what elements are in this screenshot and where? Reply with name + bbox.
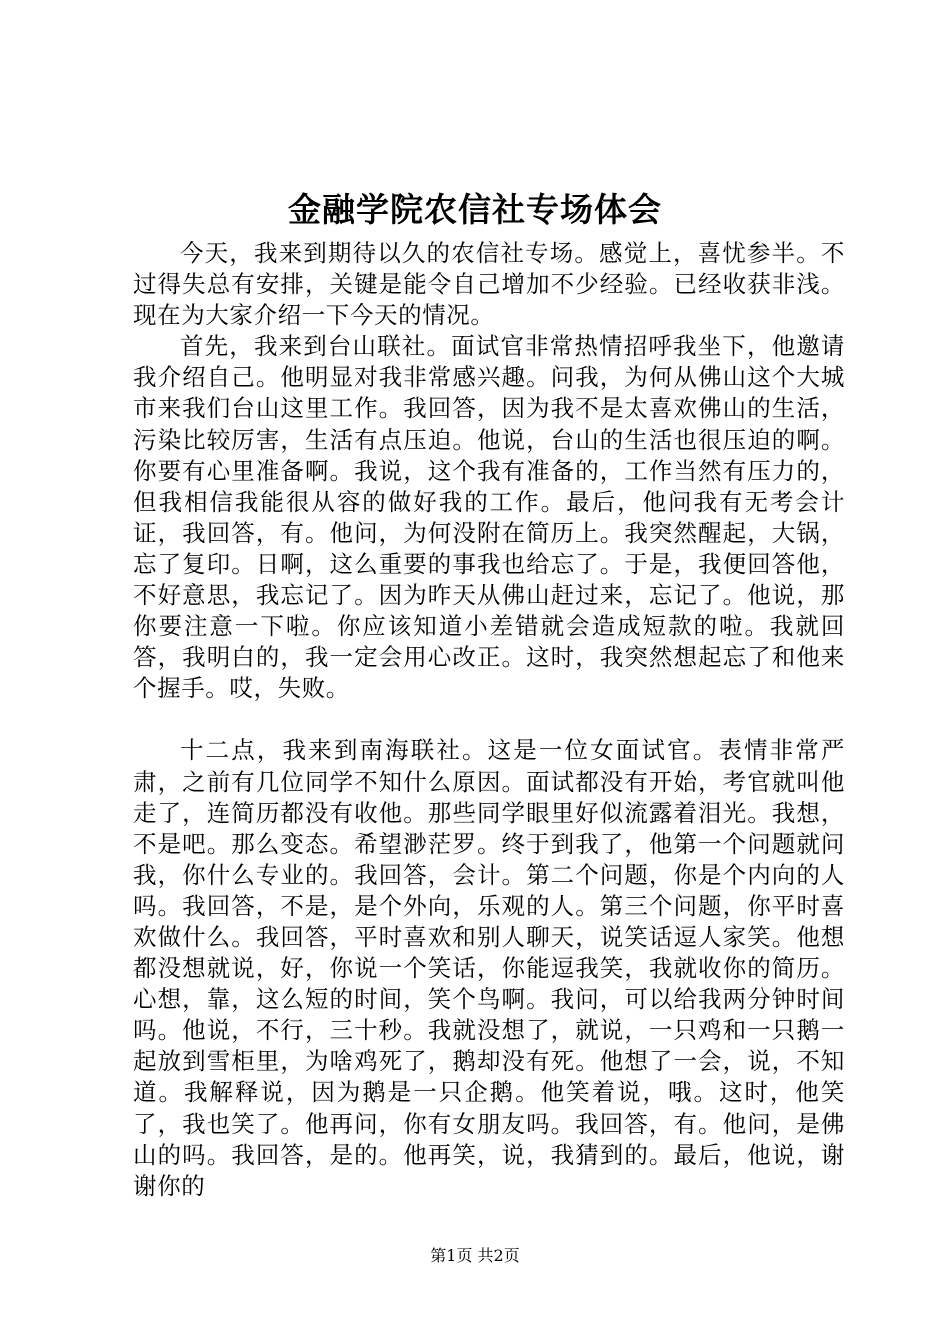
document-title: 金融学院农信社专场体会 (288, 190, 662, 229)
page-number-footer: 第1页 共2页 (430, 1246, 520, 1265)
paragraph-nanhai: 十二点，我来到南海联社。这是一位女面试官。表情非常严肃，之前有几位同学不知什么原因。面试都没有开始，考官就叫他走了，连简历都没有收他。那些同学眼里好似流露着泪光。我想，不是吧。那么变态。希望渺茫罗。终于到我了，他第一个问题就问我，你什么专业的。我回答，会计。第二个问题，你是个内向的人吗。我回答，不是，是个外向，乐观的人。第三个问题，你平时喜欢做什么。我回答，平时喜欢和别人聊天，说笑话逗人家笑。他想都没想就说，好，你说一个笑话，你能逗我笑，我就收你的简历。心想，靠，这么短的时间，笑个鸟啊。我问，可以给我两分钟时间吗。他说，不行，三十秒。我就没想了，就说，一只鸡和一只鹅一起放到雪柜里，为啥鸡死了，鹅却没有死。他想了一会，说，不知道。我解释说，因为鹅是一只企鹅。他笑着说，哦。这时，他笑了，我也笑了。他再问，你有女朋友吗。我回答，有。他问，是佛山的吗。我回答，是的。他再笑，说，我猜到的。最后，他说，谢谢你的 (133, 736, 845, 1200)
paragraph-intro: 今天，我来到期待以久的农信社专场。感觉上，喜忧参半。不过得失总有安排，关键是能令自己增加不少经验。已经收获非浅。现在为大家介绍一下今天的情况。 (133, 239, 845, 330)
paragraph-taishan: 首先，我来到台山联社。面试官非常热情招呼我坐下，他邀请我介绍自己。他明显对我非常感兴趣。问我，为何从佛山这个大城市来我们台山这里工作。我回答，因为我不是太喜欢佛山的生活，污染比较厉害，生活有点压迫。他说，台山的生活也很压迫的啊。你要有心里准备啊。我说，这个我有准备的，工作当然有压力的，但我相信我能很从容的做好我的工作。最后，他问我有无考会计证，我回答，有。他问，为何没附在简历上。我突然醒起，大锅，忘了复印。日啊，这么重要的事我也给忘了。于是，我便回答他，不好意思，我忘记了。因为昨天从佛山赶过来，忘记了。他说，那你要注意一下啦。你应该知道小差错就会造成短款的啦。我就回答，我明白的，我一定会用心改正。这时，我突然想起忘了和他来个握手。哎，失败。 (133, 332, 845, 703)
document-body (133, 238, 845, 1202)
